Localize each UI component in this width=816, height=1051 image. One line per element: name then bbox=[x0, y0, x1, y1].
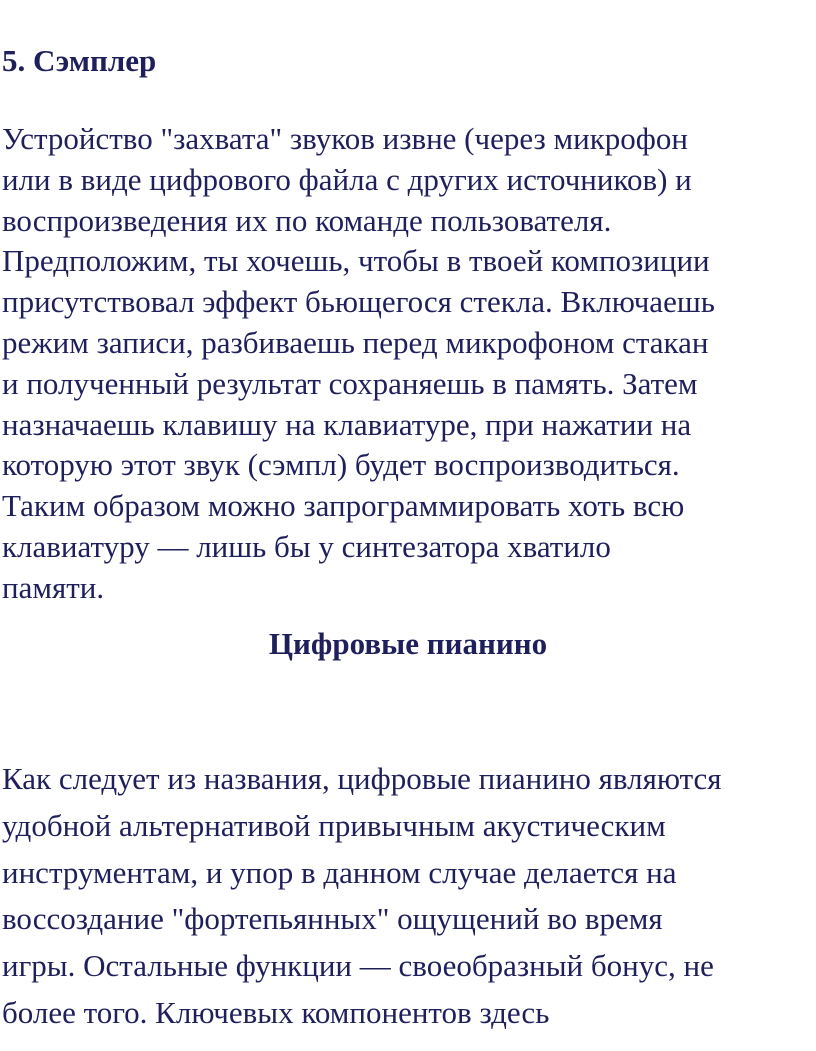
paragraph-line: и полученный результат сохраняешь в память. Затем bbox=[2, 365, 698, 401]
paragraph-line: Как следует из названия, цифровые пианино являются bbox=[2, 761, 722, 796]
paragraph-line: удобной альтернативой привычным акустическим bbox=[2, 807, 666, 843]
paragraph-line: присутствовал эффект бьющегося стекла. Включаешь bbox=[2, 284, 715, 320]
paragraph-line: воссоздание "фортепьянных" ощущений во время bbox=[2, 901, 663, 937]
paragraph-line: игры. Остальные функции — своеобразный бонус, не bbox=[2, 948, 714, 984]
paragraph-line: воспроизведения их по команде пользователя. bbox=[2, 202, 612, 238]
paragraph-line: инструментам, и упор в данном случае делается на bbox=[2, 854, 677, 890]
digital-pianos-paragraph bbox=[2, 756, 814, 1037]
paragraph-line: режим записи, разбиваешь перед микрофоном стакан bbox=[2, 324, 709, 360]
paragraph-line: Предположим, ты хочешь, чтобы в твоей композиции bbox=[2, 243, 710, 279]
subheading-digital-pianos: Цифровые пианино bbox=[268, 626, 548, 661]
paragraph-line: назначаешь клавишу на клавиатуре, при нажатии на bbox=[2, 406, 692, 442]
paragraph-line: более того. Ключевых компонентов здесь bbox=[2, 994, 550, 1030]
paragraph-line: клавиатуру — лишь бы у синтезатора хватило bbox=[2, 528, 611, 564]
paragraph-line: памяти. bbox=[2, 569, 105, 605]
paragraph-line: которую этот звук (сэмпл) будет воспроизводиться. bbox=[2, 447, 680, 483]
paragraph-line: Устройство "захвата" звуков извне (через микрофон bbox=[2, 121, 688, 156]
section-title: 5. Сэмплер bbox=[2, 43, 157, 78]
paragraph-line: или в виде цифрового файла с других источников) и bbox=[2, 161, 692, 197]
paragraph-line: Таким образом можно запрограммировать хоть всю bbox=[2, 488, 685, 524]
sampler-paragraph bbox=[2, 119, 814, 609]
